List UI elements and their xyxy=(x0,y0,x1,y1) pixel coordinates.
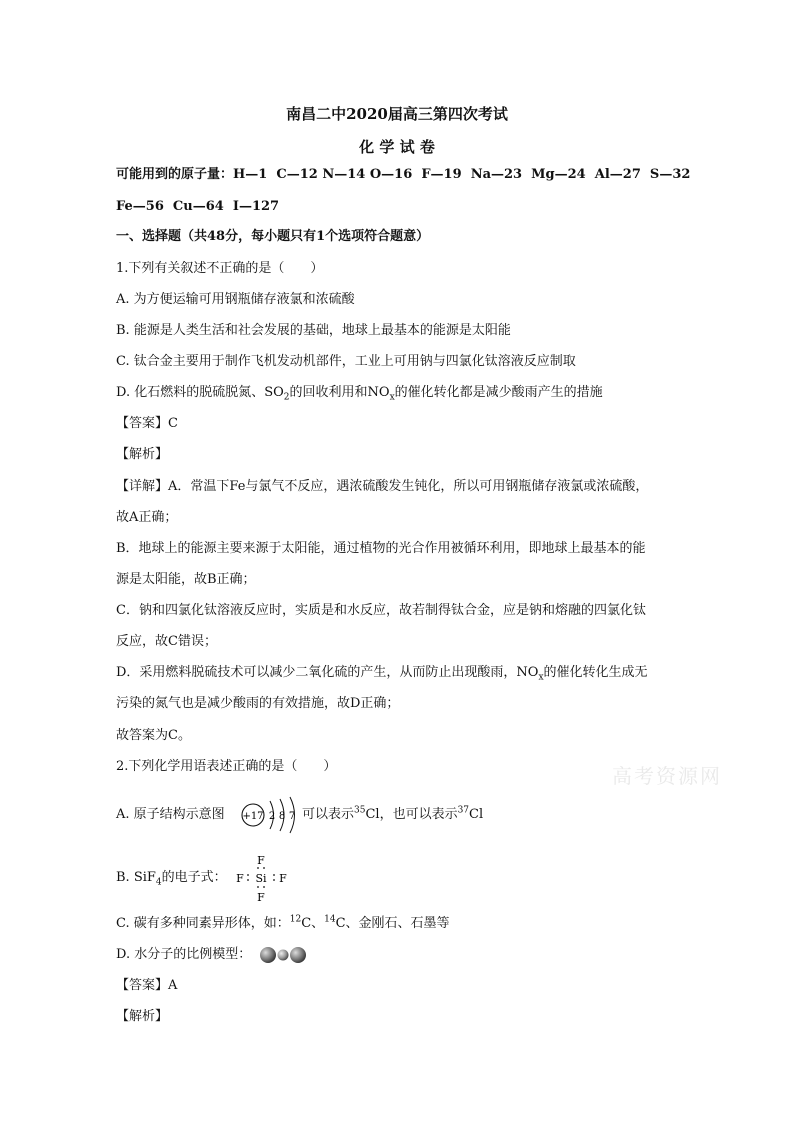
q2-option-a-sup-2: 37 xyxy=(457,805,470,816)
q2-analysis-label: 【解析】 xyxy=(116,1009,169,1024)
atomic-mass-label: 可能用到的原子量： xyxy=(116,167,234,182)
q1-detail-7-text-1: D．采用燃料脱硫技术可以减少二氧化硫的产生，从而防止出现酸雨，NO xyxy=(116,665,539,680)
q2-option-a-text-2: Cl，也可以表示 xyxy=(365,807,458,822)
electron-dot xyxy=(263,886,265,888)
electron-dot xyxy=(247,879,249,881)
q1-option-d-sub-2: x xyxy=(389,392,395,403)
q1-option-b: B. 能源是人类生活和社会发展的基础，地球上最基本的能源是太阳能 xyxy=(116,323,511,338)
q2-option-d: D. 水分子的比例模型： xyxy=(116,947,252,962)
q2-option-a-text xyxy=(302,806,483,824)
q2-option-c-text-2: C、 xyxy=(301,916,325,931)
water-atom-right xyxy=(290,947,306,963)
q2-option-a-label: A. 原子结构示意图 xyxy=(116,807,225,822)
sif4-f-left: F xyxy=(236,872,244,885)
q1-detail-4: 源是太阳能，故B正确； xyxy=(116,572,256,587)
q2-option-c-sup-2: 14 xyxy=(324,914,336,925)
q1-detail-8: 污染的氮气也是减少酸雨的有效措施，故D正确； xyxy=(116,696,400,711)
q1-option-a: A. 为方便运输可用钢瓶储存液氯和浓硫酸 xyxy=(116,292,355,307)
water-atom-center xyxy=(278,950,289,961)
q2-stem: 2.下列化学用语表述正确的是（ ） xyxy=(116,759,337,774)
q2-option-c-sup-1: 12 xyxy=(289,914,302,925)
exam-subtitle: 化 学 试 卷 xyxy=(359,138,435,156)
q1-detail-7-sub: x xyxy=(538,672,544,683)
sif4-f-top: F xyxy=(257,854,265,867)
q2-option-c-text-3: C、金刚石、石墨等 xyxy=(335,916,450,931)
q2-option-c xyxy=(116,915,450,933)
q1-option-d-text-3: 的催化转化都是减少酸雨产生的措施 xyxy=(394,385,603,400)
water-molecule-model xyxy=(259,946,309,964)
electron-dot xyxy=(247,874,249,876)
atom-shell-count-1: 2 xyxy=(268,811,276,822)
q2-option-b-text-2: 的电子式： xyxy=(161,870,227,885)
q1-option-d-text-1: D. 化石燃料的脱硫脱氮、SO xyxy=(116,385,284,400)
q1-option-d xyxy=(116,384,603,402)
atomic-mass-values-1: H—1 C—12 N—14 O—16 F—19 Na—23 Mg—24 Al—27 S—32 xyxy=(233,167,691,182)
q2-option-a-text-1: 可以表示 xyxy=(302,807,355,822)
sif4-si-center: Si xyxy=(255,872,267,885)
electron-dot xyxy=(273,879,275,881)
q1-detail-3: B．地球上的能源主要来源于太阳能，通过植物的光合作用被循环利用，即地球上最基本的能 xyxy=(116,541,646,556)
water-atom-left xyxy=(260,947,276,963)
q1-detail-7-text-2: 的催化转化生成无 xyxy=(543,665,648,680)
atomic-mass-line-1 xyxy=(116,166,690,184)
atom-shell-count-3: 7 xyxy=(288,811,296,822)
q2-answer: 【答案】A xyxy=(116,978,178,993)
sif4-f-bottom: F xyxy=(257,891,265,904)
q1-detail-9: 故答案为C。 xyxy=(116,728,191,743)
q1-detail-2: 故A正确； xyxy=(116,510,178,525)
q1-detail-1: 【详解】A．常温下Fe与氯气不反应，遇浓硫酸发生钝化，所以可用钢瓶储存液氯或浓硫酸， xyxy=(116,479,649,494)
q1-option-c: C. 钛合金主要用于制作飞机发动机部件，工业上可用钠与四氯化钛溶液反应制取 xyxy=(116,354,576,369)
watermark-text: 高考资源网 xyxy=(612,764,722,788)
atom-nucleus-label: +17 xyxy=(242,811,264,822)
q2-option-b-label xyxy=(116,869,227,887)
q1-analysis-label: 【解析】 xyxy=(116,447,169,462)
q1-detail-7 xyxy=(116,664,648,682)
electron-dot xyxy=(263,867,265,869)
atom-structure-diagram xyxy=(240,795,300,835)
q2-option-c-text-1: C. 碳有多种同素异形体，如： xyxy=(116,916,290,931)
q1-detail-6: 反应，故C错误； xyxy=(116,634,217,649)
atom-shell-count-2: 8 xyxy=(278,811,286,822)
q1-option-d-sub-1: 2 xyxy=(283,392,290,403)
atomic-mass-line-2: Fe—56 Cu—64 I—127 xyxy=(116,199,280,214)
q1-option-d-text-2: 的回收利用和NO xyxy=(289,385,390,400)
q2-option-a-text-3: Cl xyxy=(469,807,484,822)
sif4-electron-formula xyxy=(236,854,296,906)
q1-detail-5: C．钠和四氯化钛溶液反应时，实质是和水反应，故若制得钛合金，应是钠和熔融的四氯化钛 xyxy=(116,603,646,618)
electron-dot xyxy=(257,867,259,869)
q2-option-b-text-1: B. SiF xyxy=(116,870,156,885)
exam-title: 南昌二中2020届高三第四次考试 xyxy=(286,105,508,123)
electron-dot xyxy=(273,874,275,876)
q1-answer: 【答案】C xyxy=(116,416,178,431)
q2-option-b-sub: 4 xyxy=(155,877,162,888)
q2-option-a-sup-1: 35 xyxy=(354,805,366,816)
electron-dot xyxy=(257,886,259,888)
q1-stem: 1.下列有关叙述不正确的是（ ） xyxy=(116,261,324,276)
sif4-f-right: F xyxy=(279,872,287,885)
section-heading: 一、选择题（共48分，每小题只有1个选项符合题意） xyxy=(116,229,430,244)
